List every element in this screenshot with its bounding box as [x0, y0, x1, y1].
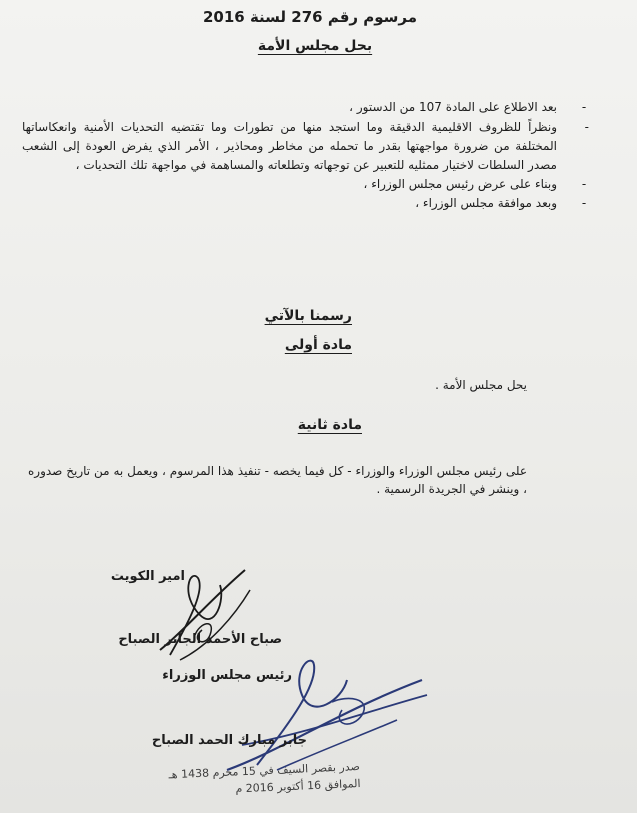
preamble-item	[22, 194, 587, 213]
preamble-item	[22, 175, 587, 194]
decree-title: مرسوم رقم 276 لسنة 2016	[202, 8, 418, 26]
bullet-dash: -	[584, 120, 589, 134]
bullet-dash: -	[581, 100, 587, 114]
decreed-heading: رسمنا بالآتي	[264, 308, 352, 324]
decree-subject: بحل مجلس الأمة	[257, 38, 373, 54]
article-2-body	[28, 462, 527, 498]
preamble-item	[22, 98, 587, 117]
emir-title: امير الكويت	[110, 569, 185, 584]
pm-title: رئيس مجلس الوزراء	[162, 668, 292, 683]
article-2-text: على رئيس مجلس الوزراء والوزراء - كل فيما يخصه - تنفيذ هذا المرسوم ، ويعمل به من تاريخ صدوره ، وينشر في الجريدة الرسمية .	[28, 464, 527, 496]
bullet-dash: -	[581, 196, 587, 210]
preamble-item	[22, 118, 589, 175]
preamble-text: ونظراً للظروف الاقليمية الدقيقة وما استجد منها من تطورات وما تقتضيه التحديات الأمنية وانعكاساتها المختلفة من ضرورة مواجهتها بقدر ما تحمله من مخاطر ومحاذير ، الأمر الذي يفرض العودة إلى الشعب مصدر السلطات لاختيار ممثليه للتعبير عن توجهاته وتطلعاته والمساهمة في مواجهة تلك التحديات ،	[22, 120, 557, 172]
issued-line-gregorian: الموافق 16 أكتوبر 2016 م	[234, 776, 361, 796]
bullet-dash: -	[581, 177, 587, 191]
article-1-text: يحل مجلس الأمة .	[435, 378, 527, 392]
preamble-section	[22, 98, 589, 213]
preamble-text: بعد الاطلاع على المادة 107 من الدستور ،	[349, 100, 557, 114]
pm-name: جابر مبارك الحمد الصباح	[151, 733, 307, 748]
article-1-heading: مادة أولى	[284, 337, 352, 353]
emir-name: صباح الأحمد الجابر الصباح	[118, 632, 282, 647]
preamble-text: وبعد موافقة مجلس الوزراء ،	[415, 196, 557, 210]
issued-line-hijri: صدر بقصر السيف في 15 محرم 1438 هـ	[167, 759, 360, 782]
issued-note	[168, 758, 361, 800]
preamble-text: وبناء على عرض رئيس مجلس الوزراء ،	[363, 177, 557, 191]
article-2-heading: مادة ثانية	[297, 417, 362, 433]
